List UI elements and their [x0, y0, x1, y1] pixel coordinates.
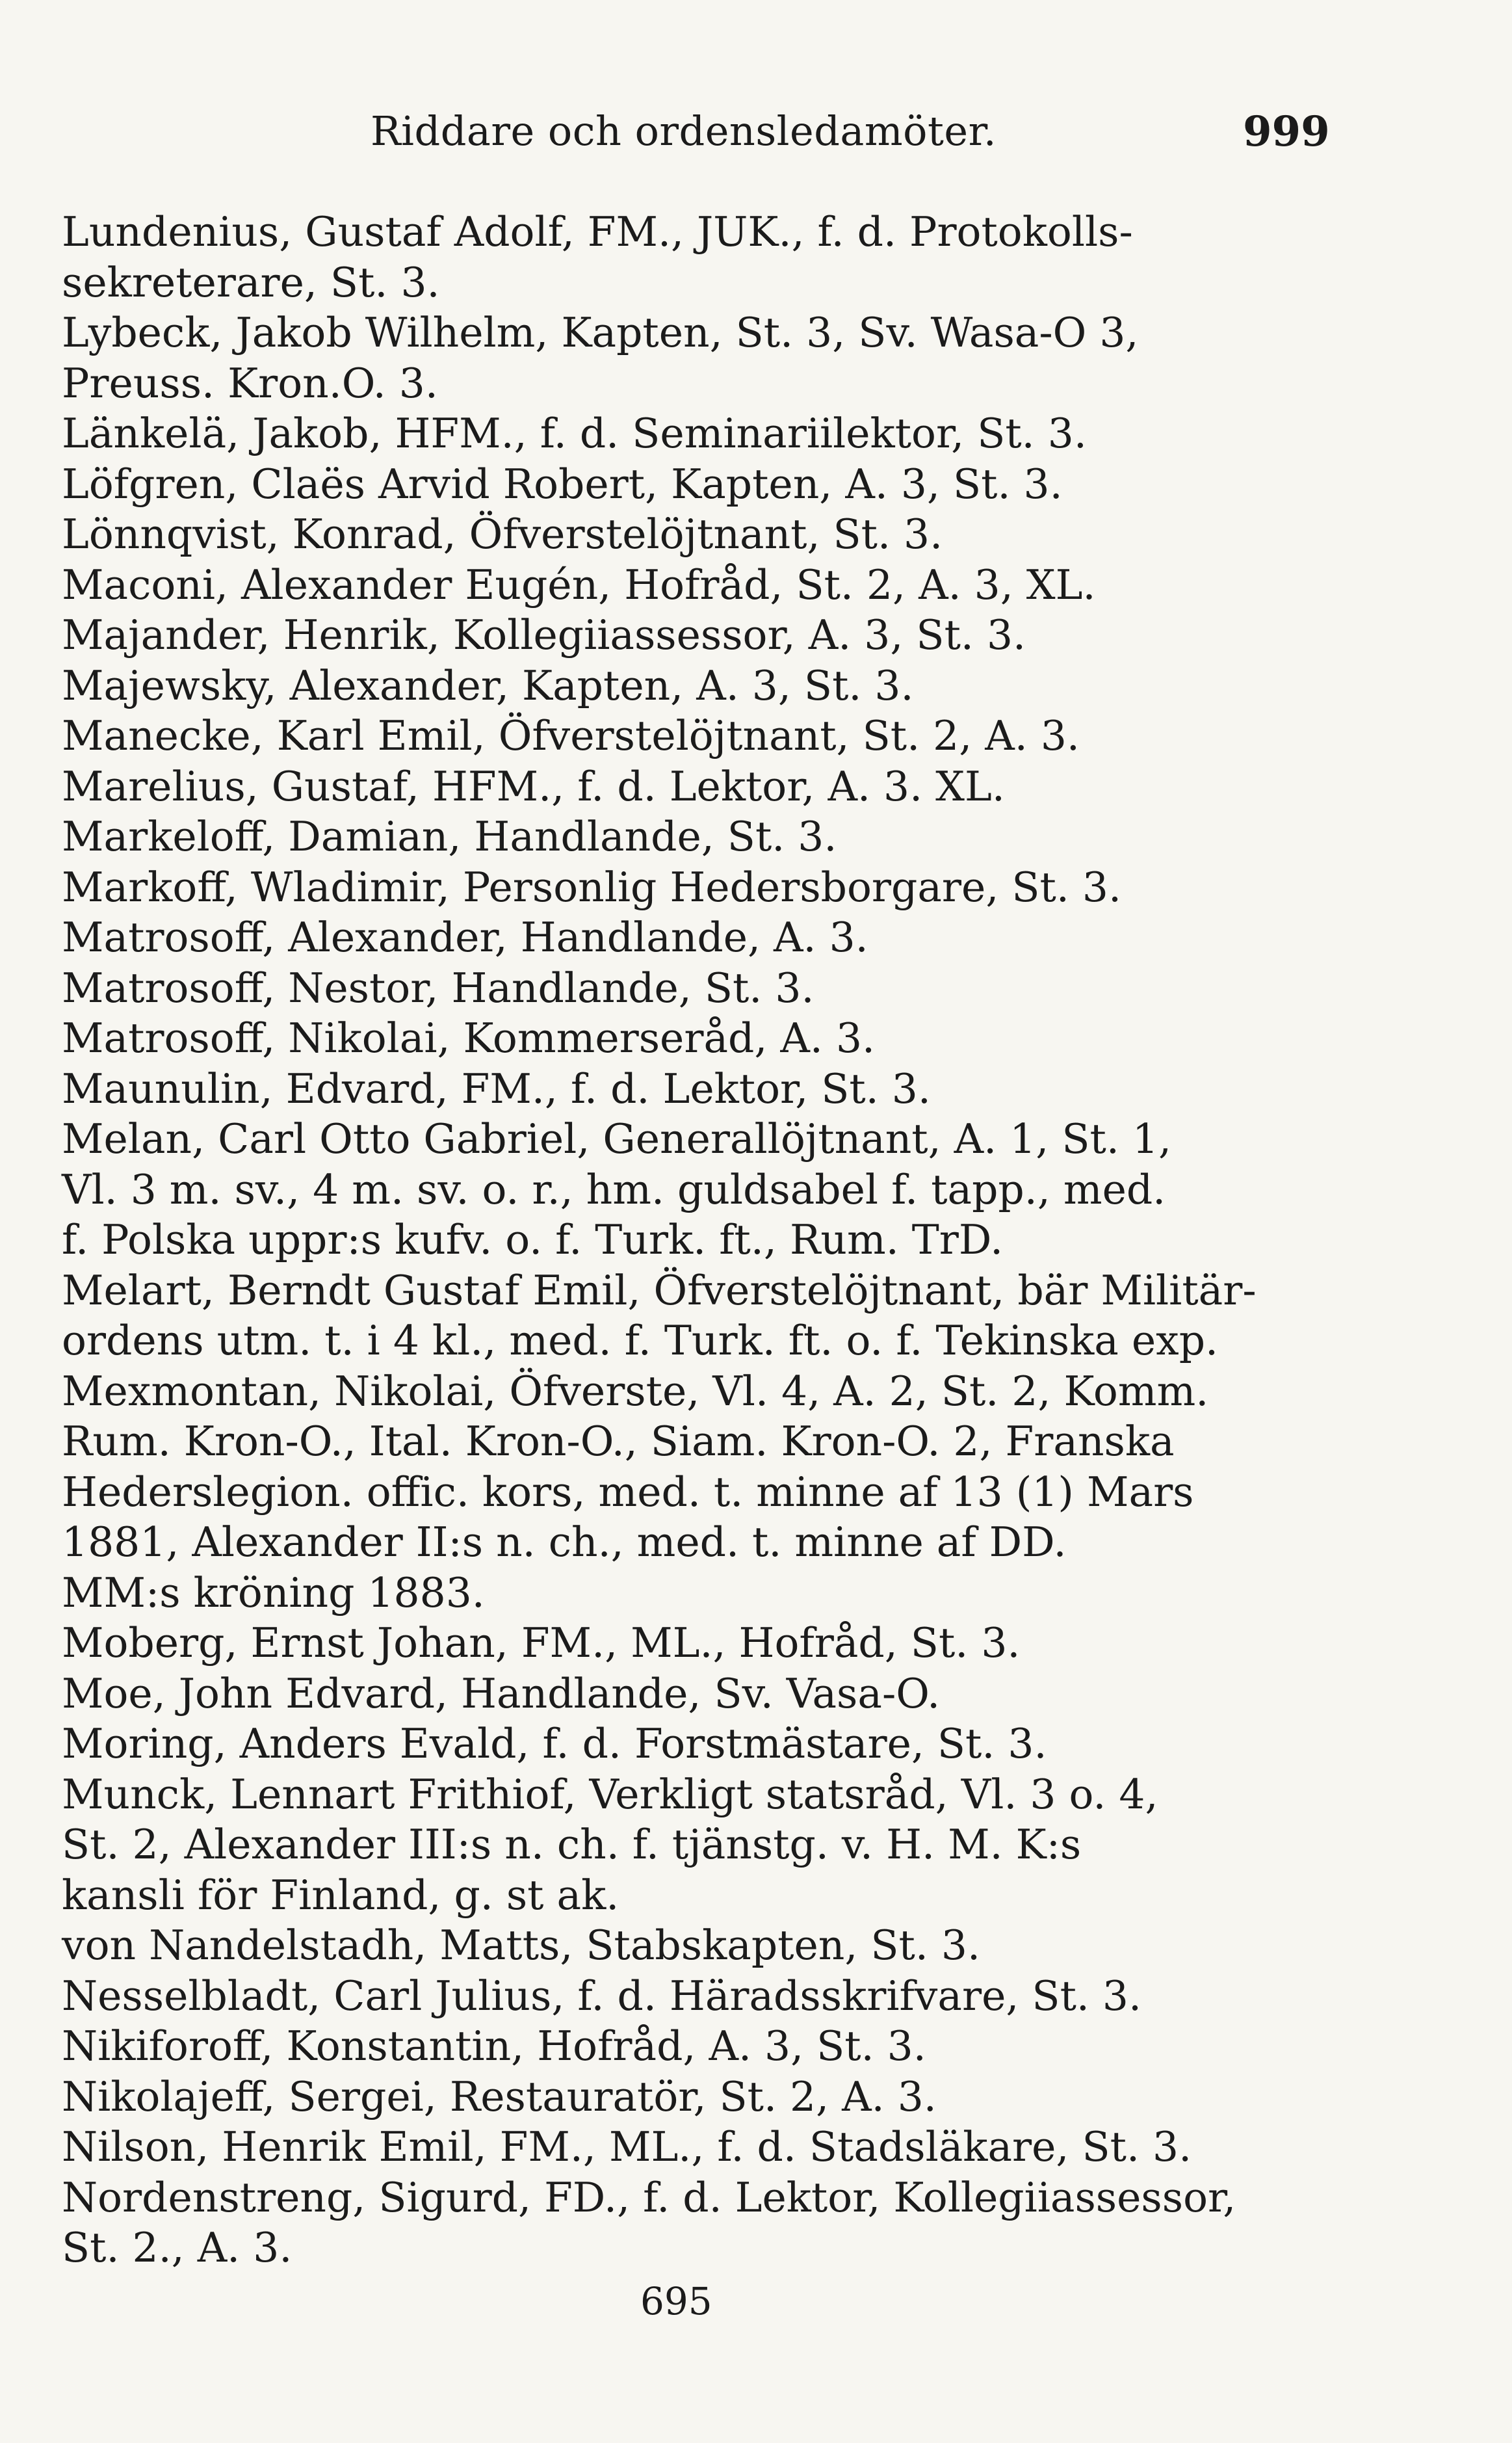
entry-line: Majewsky, Alexander, Kapten, A. 3, St. 3. [62, 661, 914, 709]
entry-item [62, 1920, 1336, 1971]
entry-item [62, 459, 1336, 510]
entry-item [62, 2172, 1336, 2273]
entry-line: Lundenius, Gustaf Adolf, FM., JUK., f. d. Protokolls- [62, 208, 1133, 256]
entry-line: Nesselbladt, Carl Julius, f. d. Häradsskrifvare, St. 3. [62, 1972, 1142, 2020]
entry-continuation-line: St. 2., A. 3. [62, 2224, 293, 2271]
running-title: Riddare och ordensledamöter. [371, 107, 997, 155]
entry-item [62, 408, 1336, 459]
entry-list [62, 207, 1336, 2273]
entry-continuation-line: kansli för Finland, g. st ak. [62, 1871, 619, 1919]
entry-item [62, 711, 1336, 761]
entry-item [62, 1618, 1336, 1669]
signature-number: 695 [640, 2279, 712, 2323]
entry-line: Melan, Carl Otto Gabriel, Generallöjtnant, A. 1, St. 1, [62, 1115, 1171, 1163]
entry-item [62, 509, 1336, 560]
entry-line: Lönnqvist, Konrad, Öfverstelöjtnant, St. 3. [62, 510, 943, 558]
entry-continuation-line: ordens utm. t. i 4 kl., med. f. Turk. ft. o. f. Tekinska exp. [62, 1317, 1219, 1364]
entry-item [62, 812, 1336, 862]
entry-line: Munck, Lennart Frithiof, Verkligt statsråd, Vl. 3 o. 4, [62, 1770, 1158, 1818]
entry-line: Nilson, Henrik Emil, FM., ML., f. d. Stadsläkare, St. 3. [62, 2123, 1192, 2171]
entry-continuation-line: f. Polska uppr:s kufv. o. f. Turk. ft., Rum. TrD. [62, 1216, 1004, 1263]
entry-item [62, 1669, 1336, 1719]
entry-line: Maconi, Alexander Eugén, Hofråd, St. 2, A. 3, XL. [62, 561, 1096, 609]
entry-continuation-line: Rum. Kron-O., Ital. Kron-O., Siam. Kron-O. 2, Franska [62, 1418, 1175, 1465]
entry-item [62, 610, 1336, 661]
entry-line: Markoff, Wladimir, Personlig Hedersborgare, St. 3. [62, 863, 1122, 911]
entry-item [62, 963, 1336, 1014]
entry-line: Nikiforoff, Konstantin, Hofråd, A. 3, St. 3. [62, 2022, 926, 2070]
entry-line: Markeloff, Damian, Handlande, St. 3. [62, 813, 837, 860]
entry-line: Matrosoff, Nikolai, Kommerseråd, A. 3. [62, 1014, 876, 1062]
entry-item [62, 560, 1336, 611]
entry-line: Löfgren, Claës Arvid Robert, Kapten, A. 3, St. 3. [62, 460, 1063, 508]
entry-item [62, 308, 1336, 408]
entry-line: Moring, Anders Evald, f. d. Forstmästare, St. 3. [62, 1720, 1047, 1767]
entry-line: Moberg, Ernst Johan, FM., ML., Hofråd, St. 3. [62, 1619, 1021, 1667]
entry-continuation-line: sekreterare, St. 3. [62, 258, 440, 306]
entry-continuation-line: Vl. 3 m. sv., 4 m. sv. o. r., hm. guldsabel f. tapp., med. [62, 1165, 1166, 1213]
entry-item [62, 2072, 1336, 2122]
page-number: 999 [1243, 107, 1330, 156]
entry-continuation-line: St. 2, Alexander III:s n. ch. f. tjänstg. v. H. M. K:s [62, 1821, 1082, 1868]
entry-line: Maunulin, Edvard, FM., f. d. Lektor, St. 3. [62, 1064, 931, 1113]
entry-item [62, 1971, 1336, 2022]
entry-item [62, 1265, 1336, 1366]
entry-item [62, 1769, 1336, 1921]
entry-item [62, 2122, 1336, 2172]
entry-item [62, 761, 1336, 812]
entry-line: Moe, John Edvard, Handlande, Sv. Vasa-O. [62, 1669, 941, 1717]
entry-line: Mexmontan, Nikolai, Öfverste, Vl. 4, A. 2, St. 2, Komm. [62, 1367, 1209, 1415]
entry-line: Majander, Henrik, Kollegiiassessor, A. 3, St. 3. [62, 611, 1026, 659]
entry-item [62, 661, 1336, 711]
entry-line: Manecke, Karl Emil, Öfverstelöjtnant, St. 2, A. 3. [62, 712, 1080, 759]
entry-item [62, 1013, 1336, 1064]
entry-line: von Nandelstadh, Matts, Stabskapten, St. 3. [62, 1921, 981, 1969]
entry-line: Melart, Berndt Gustaf Emil, Öfverstelöjtnant, bär Militär- [62, 1266, 1257, 1314]
entry-item [62, 1114, 1336, 1265]
entry-line: Lybeck, Jakob Wilhelm, Kapten, St. 3, Sv. Wasa-O 3, [62, 309, 1139, 356]
entry-item [62, 912, 1336, 963]
entry-item [62, 862, 1336, 913]
entry-line: Matrosoff, Nestor, Handlande, St. 3. [62, 964, 815, 1012]
entry-line: Nikolajeff, Sergei, Restauratör, St. 2, A. 3. [62, 2072, 937, 2120]
entry-line: Länkelä, Jakob, HFM., f. d. Seminariilektor, St. 3. [62, 410, 1087, 457]
entry-line: Marelius, Gustaf, HFM., f. d. Lektor, A. 3. XL. [62, 762, 1005, 810]
entry-item [62, 1366, 1336, 1618]
entry-item [62, 207, 1336, 308]
entry-continuation-line: Hederslegion. offic. kors, med. t. minne af 13 (1) Mars [62, 1468, 1194, 1516]
entry-item [62, 2021, 1336, 2072]
entry-line: Matrosoff, Alexander, Handlande, A. 3. [62, 914, 868, 961]
entry-continuation-line: Preuss. Kron.O. 3. [62, 359, 438, 407]
entry-item [62, 1719, 1336, 1769]
entry-continuation-line: 1881, Alexander II:s n. ch., med. t. minne af DD. [62, 1518, 1067, 1566]
entry-item [62, 1064, 1336, 1115]
entry-line: Nordenstreng, Sigurd, FD., f. d. Lektor, Kollegiiassessor, [62, 2173, 1236, 2221]
entry-continuation-line: MM:s kröning 1883. [62, 1568, 485, 1617]
